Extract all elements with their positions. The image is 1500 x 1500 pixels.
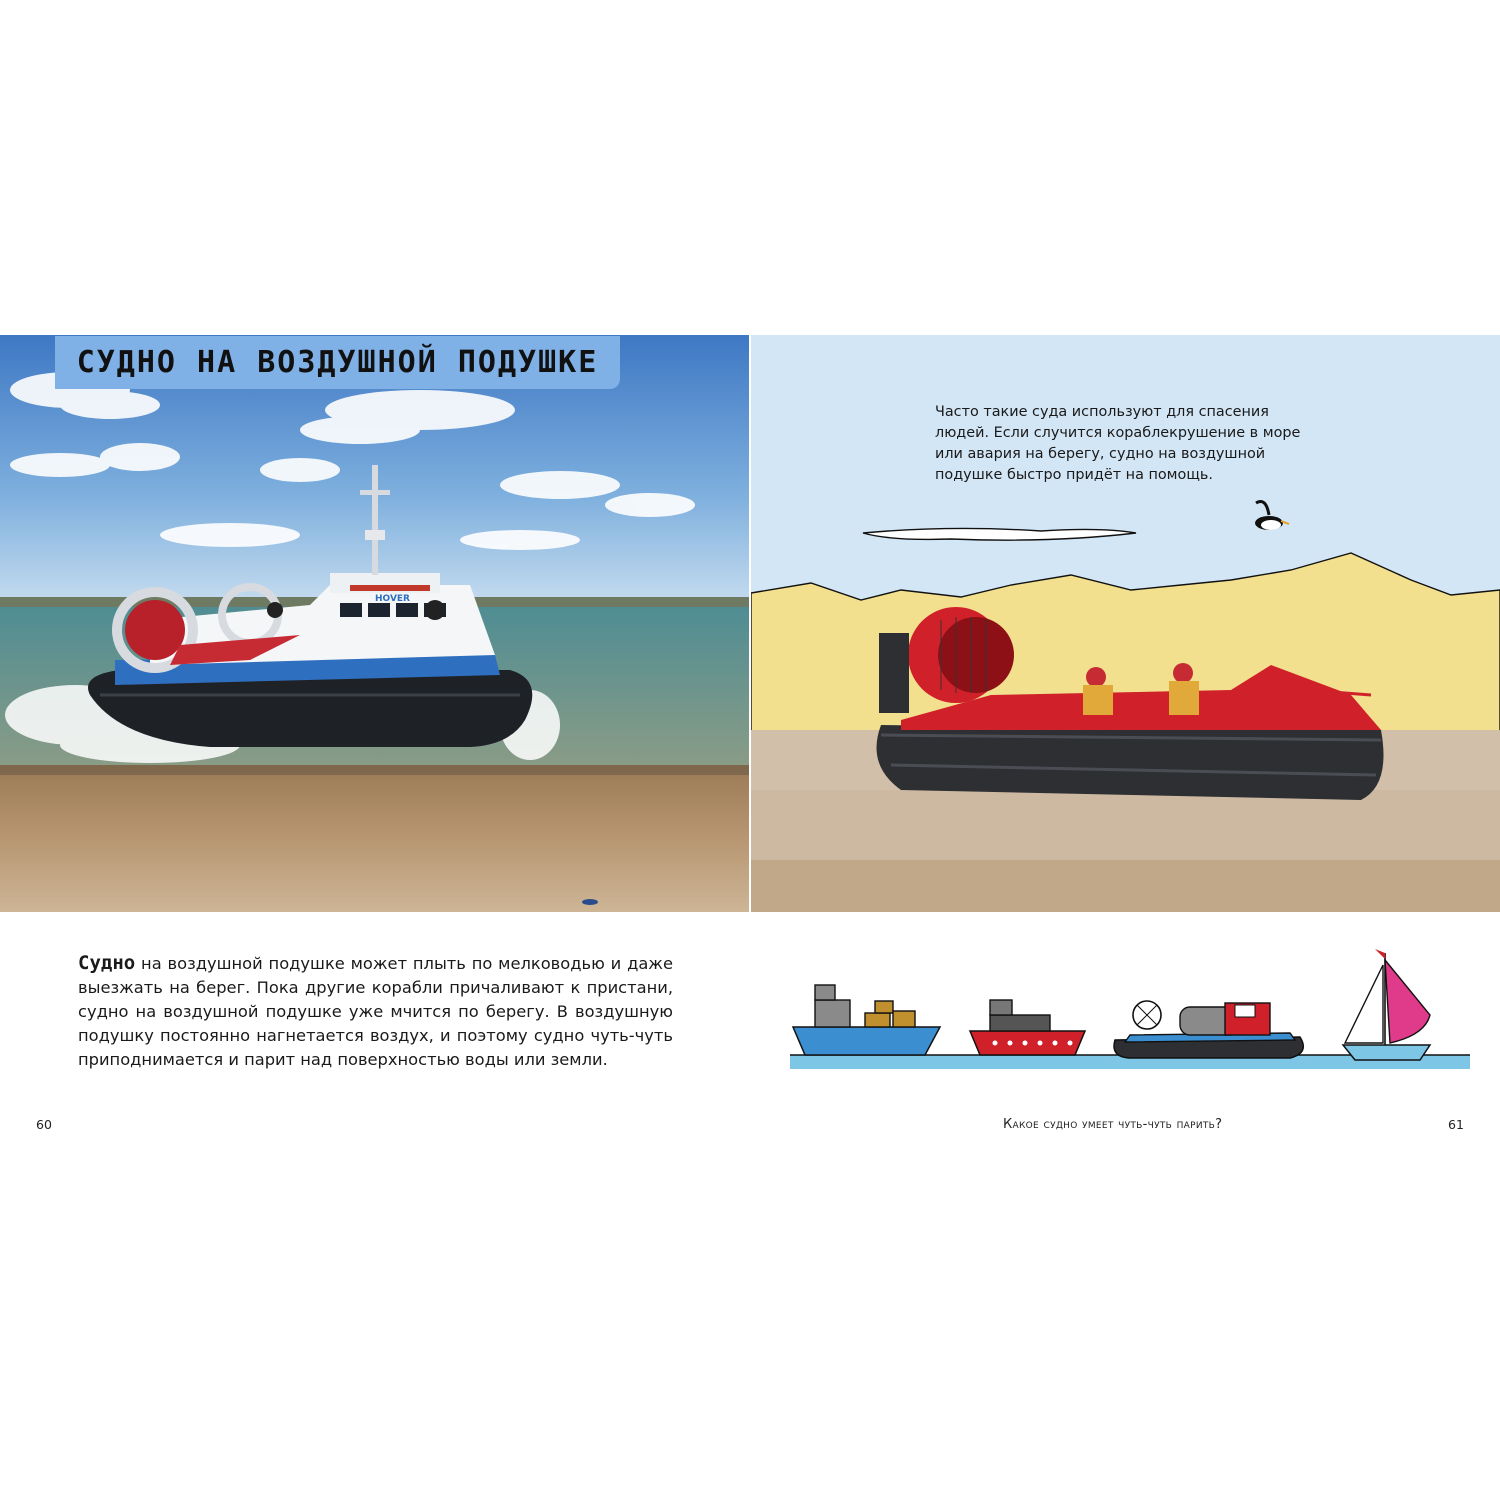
page-title: СУДНО НА ВОЗДУШНОЙ ПОДУШКЕ bbox=[76, 345, 599, 380]
hovercraft-icon bbox=[1114, 1001, 1303, 1058]
page-number-left: 60 bbox=[36, 1117, 52, 1132]
body-text: на воздушной подушке может плыть по мелководью и даже выезжать на берег. Пока другие корабли причаливают к пристани, судно на воздушной подушке уже мчится по берегу. В воздушную подушку постоянно нагнетается воздух, и поэтому судно чуть-чуть приподнимается и парит над поверхностью воды или земли. bbox=[78, 954, 673, 1069]
cargo-boat-icon bbox=[793, 985, 940, 1055]
title-banner bbox=[55, 336, 620, 389]
body-lead-word: Судно bbox=[78, 952, 136, 974]
sailboat-icon bbox=[1343, 949, 1430, 1060]
hovercraft-label: HOVER bbox=[375, 594, 410, 604]
boats-strip-illustration bbox=[785, 945, 1475, 1075]
red-ship-icon bbox=[970, 1000, 1085, 1055]
running-title: Какое судно умеет чуть-чуть парить? bbox=[1003, 1117, 1223, 1132]
page-number-right: 61 bbox=[1448, 1117, 1464, 1132]
hovercraft-photo bbox=[0, 335, 749, 912]
rescue-paragraph: Часто такие суда используют для спасения людей. Если случится кораблекрушение в море или авария на берегу, судно на воздушной подушке быстро придёт на помощь. bbox=[935, 404, 1301, 483]
body-paragraph bbox=[78, 951, 673, 1072]
